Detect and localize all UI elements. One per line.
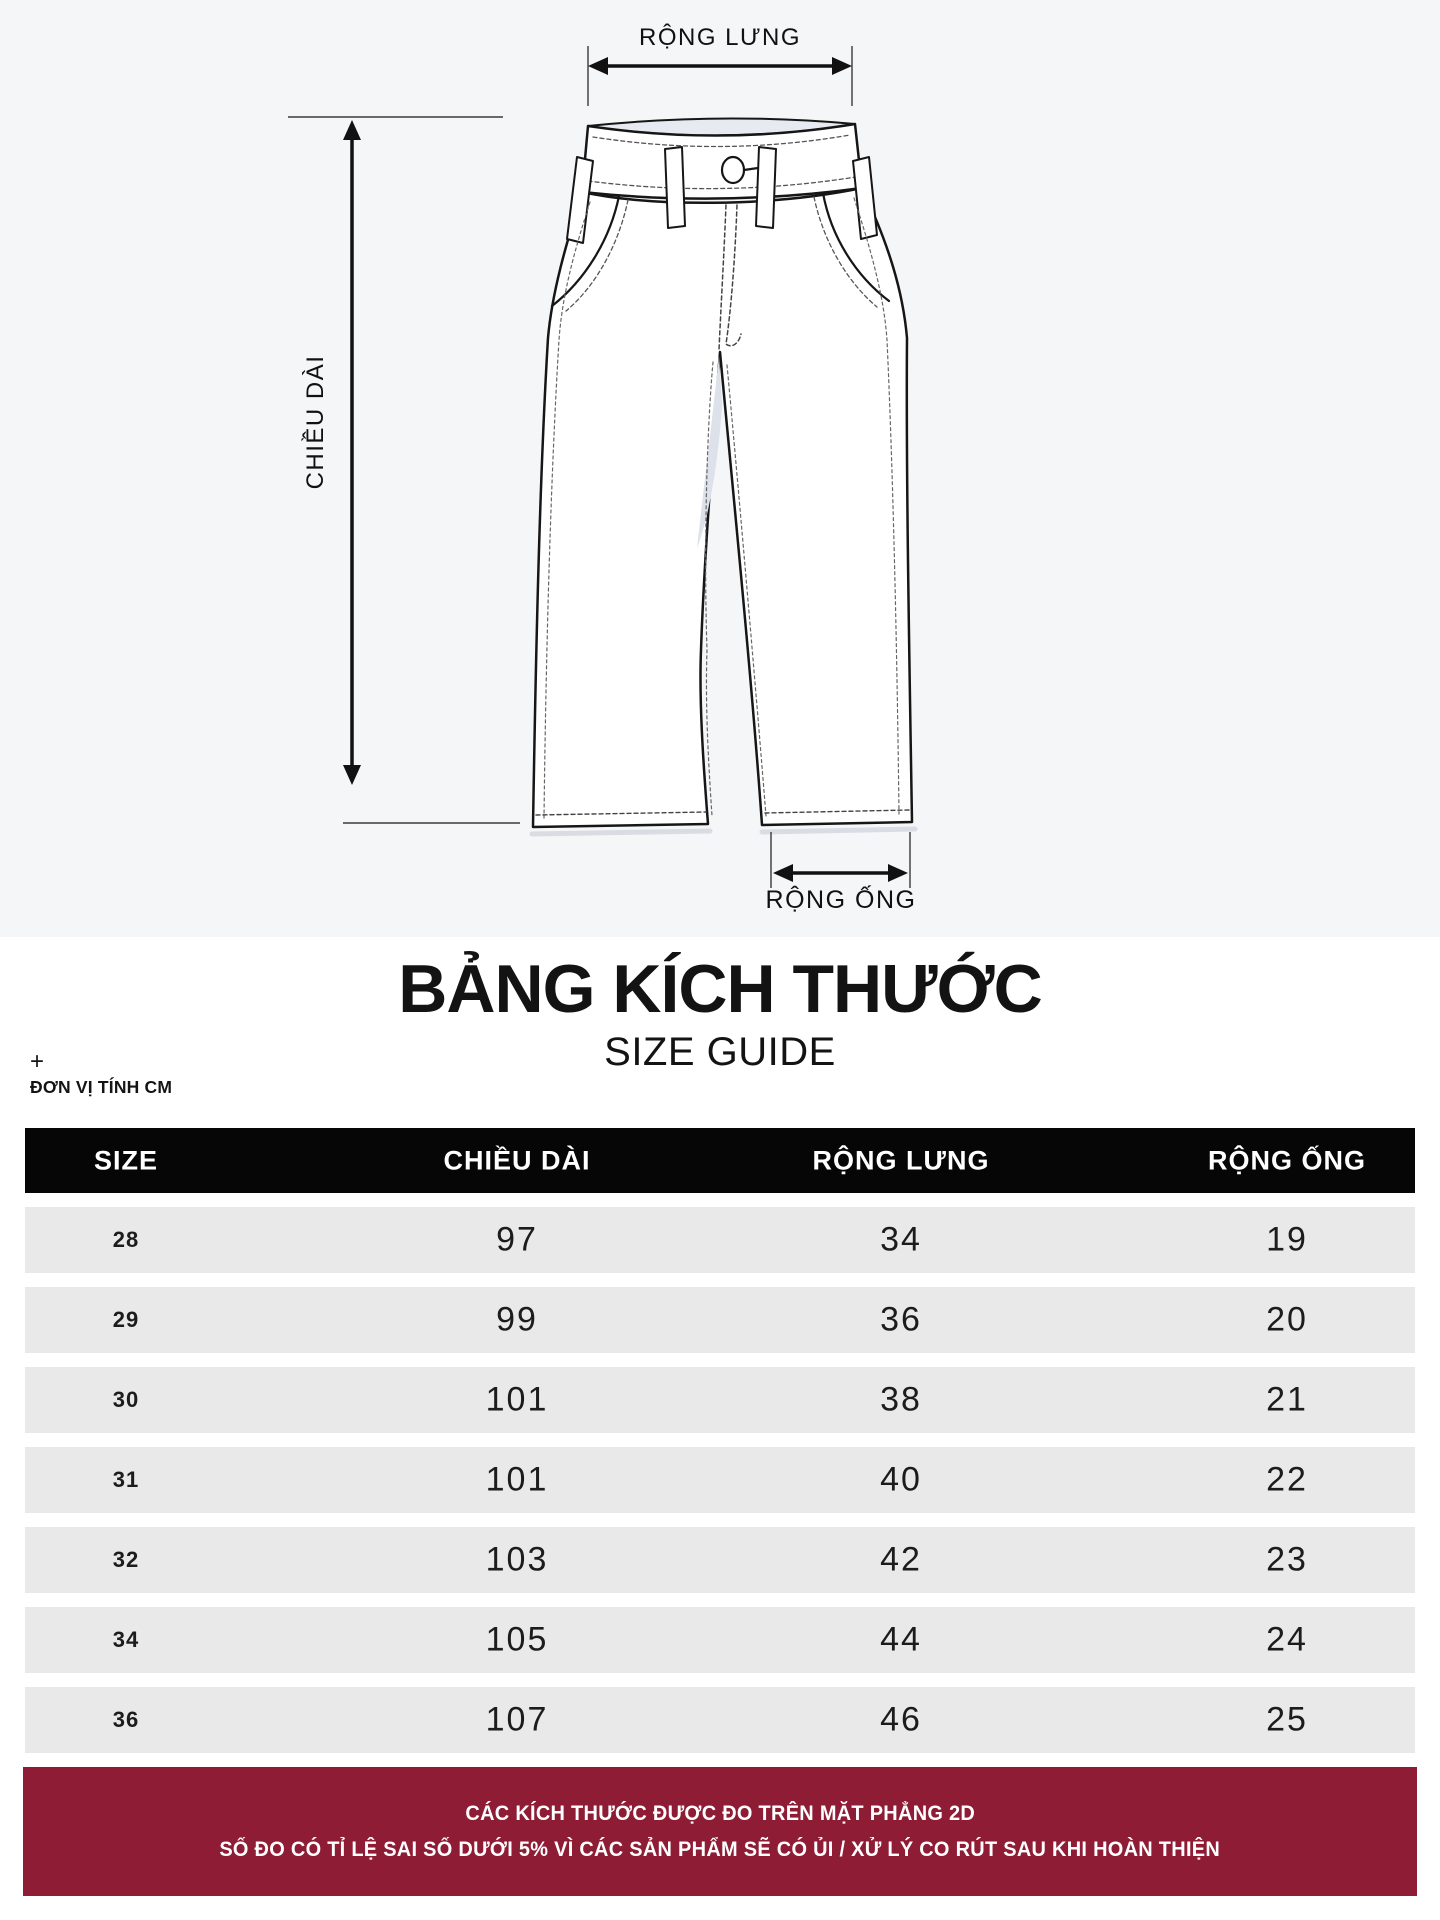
- cell-hem: 20: [1266, 1300, 1308, 1339]
- cell-hem: 21: [1266, 1380, 1308, 1419]
- cell-length: 103: [485, 1540, 549, 1579]
- cell-size: 31: [112, 1467, 140, 1492]
- table-header-row: [25, 1128, 1415, 1193]
- cell-waist: 44: [880, 1620, 922, 1659]
- cell-hem: 23: [1266, 1540, 1308, 1579]
- column-header-hem: RỘNG ỐNG: [1207, 1145, 1367, 1175]
- page-title: BẢNG KÍCH THƯỚC: [398, 951, 1042, 1027]
- cell-size: 30: [112, 1387, 140, 1412]
- cell-length: 107: [485, 1700, 549, 1739]
- diagram-section: [0, 0, 1440, 937]
- cell-hem: 24: [1266, 1620, 1308, 1659]
- page-subtitle: SIZE GUIDE: [604, 1030, 836, 1074]
- table-row: [25, 1607, 1415, 1673]
- footnote-banner: [23, 1767, 1417, 1896]
- size-table-body: [25, 1193, 1415, 1753]
- column-header-size: SIZE: [93, 1145, 159, 1175]
- table-row: [25, 1367, 1415, 1433]
- unit-note-label: ĐƠN VỊ TÍNH CM: [30, 1077, 173, 1097]
- hem-dimension-label: RỘNG ỐNG: [765, 886, 917, 914]
- footnote-line-2: SỐ ĐO CÓ TỈ LỆ SAI SỐ DƯỚI 5% VÌ CÁC SẢN PHẨM SẼ CÓ ỦI / XỬ LÝ CO RÚT SAU KHI HOÀN THIỆN: [219, 1837, 1221, 1861]
- cell-size: 36: [112, 1707, 140, 1732]
- waist-dimension-label: RỘNG LƯNG: [638, 24, 802, 51]
- cell-waist: 42: [880, 1540, 922, 1579]
- cell-size: 28: [112, 1227, 140, 1252]
- cell-size: 29: [112, 1307, 140, 1332]
- plus-symbol: +: [30, 1048, 45, 1075]
- pants-technical-drawing-icon: [0, 0, 1440, 937]
- table-row: [25, 1207, 1415, 1273]
- column-header-waist: RỘNG LƯNG: [812, 1145, 990, 1175]
- cell-length: 101: [485, 1460, 549, 1499]
- cell-hem: 19: [1266, 1220, 1308, 1259]
- cell-length: 101: [485, 1380, 549, 1419]
- cell-waist: 34: [880, 1220, 922, 1259]
- length-dimension-label: CHIỀU DÀI: [302, 354, 329, 490]
- cell-length: 99: [496, 1300, 538, 1339]
- unit-note: [30, 1050, 172, 1100]
- table-row: [25, 1447, 1415, 1513]
- cell-waist: 38: [880, 1380, 922, 1419]
- cell-hem: 22: [1266, 1460, 1308, 1499]
- cell-size: 34: [112, 1627, 140, 1652]
- footnote-line-1: CÁC KÍCH THƯỚC ĐƯỢC ĐO TRÊN MẶT PHẲNG 2D: [465, 1801, 975, 1825]
- cell-waist: 40: [880, 1460, 922, 1499]
- table-row: [25, 1287, 1415, 1353]
- cell-waist: 36: [880, 1300, 922, 1339]
- table-row: [25, 1687, 1415, 1753]
- cell-waist: 46: [880, 1700, 922, 1739]
- cell-length: 105: [485, 1620, 549, 1659]
- column-header-length: CHIỀU DÀI: [443, 1145, 591, 1175]
- cell-size: 32: [112, 1547, 140, 1572]
- table-row: [25, 1527, 1415, 1593]
- cell-hem: 25: [1266, 1700, 1308, 1739]
- cell-length: 97: [496, 1220, 538, 1259]
